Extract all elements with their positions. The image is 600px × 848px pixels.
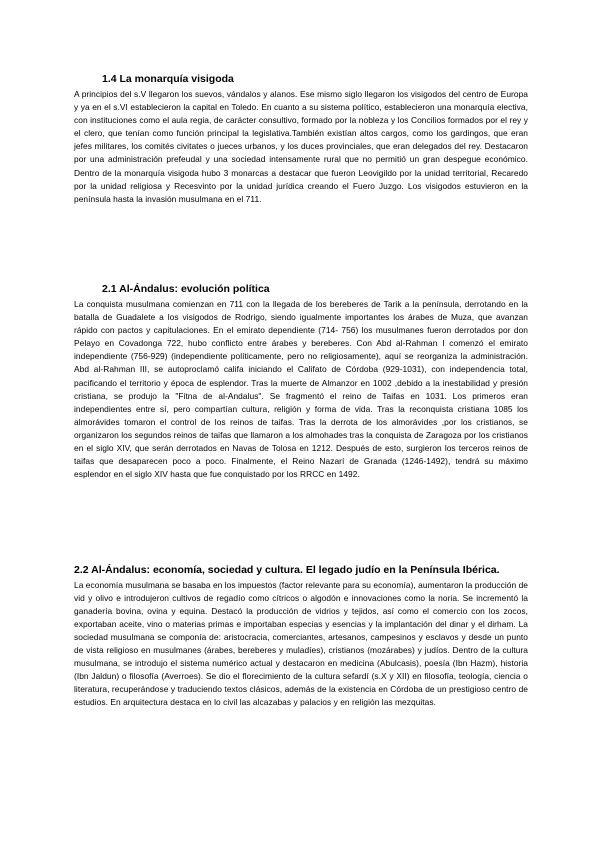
section-paragraph: La conquista musulmana comienzan en 711 con la llegada de los bereberes de Tarik a la península, derrotando en la batalla de Guadalete a los visigodos de Rodrigo, siendo igualmente importantes los árabes de Muza, que avanzan rápido con pactos y capitulaciones. En el emirato dependiente (714- 756) los musulmanes fueron derrotados por don Pelayo en Covadonga 722, hubo conflicto entre árabes y bereberes. Con Abd al-Rahman I comenzó el emirato independiente (756-929) (independiente políticamente, pero no religiosamente), aquí se reorganiza la administración. Abd al-Rahman III, se autoproclamó califa iniciando el Califato de Córdoba (929-1031), con independencia total, pacificando el territorio y época de esplendor. Tras la muerte de Almanzor en 1002 ,debido a la inestabilidad y presión cristiana, se produjo la "Fitna de al-Andalus". Se fragmentó el reino de Taifas en 1031. Los primeros eran independientes entre sí, pero compartían cultura, religión y forma de vida. Tras la reconquista cristiana 1085 los almorávides tomaron el control de los reinos de taifas. Tras la derrota de los almorávides ,por los cristianos, se organizaron los segundos reinos de taifas que llamaron a los almohades tras la conquista de Zaragoza por los cristianos en el siglo XIV, que serán derrotados en Navas de Tolosa en 1212. Después de esto, surgieron los terceros reinos de taifas que desaparecen poco a poco. Finalmente, el Reino Nazarí de Granada (1246-1492), tendrá su máximo esplendor en el siglo XIV hasta que fue conquistado por los RRCC en 1492. (74, 299, 528, 480)
section-paragraph: La economía musulmana se basaba en los impuestos (factor relevante para su economía), aumentaron la producción de vid y olivo e introdujeron cultivos de regadío como cítricos o algodón e innovaciones como la noria. Se incrementó la ganadería bovina, ovina y equina. Destacó la producción de vidrios y tejidos, así como el comercio con los zocos, exportaban aceite, vino o materias primas e importaban especias y esencias y la implantación del dinar y el dirham. La sociedad musulmana se componía de: aristocracia, comerciantes, artesanos, campesinos y esclavos y desde un punto de vista religioso en musulmanes (árabes, bereberes y muladíes), cristianos (mozárabes) y judíos. Dentro de la cultura musulmana, se introdujo el sistema numérico actual y destacaron en medicina (Abulcasis), poesía (Ibn Hazm), historia (Ibn Jaldun) o filosofía (Averroes). Se dio el florecimiento de la cultura sefardí (s.X y XII) en filosofía, teología, ciencia o literatura, recuperándose y traduciendo textos clásicos, además de la existencia en Córdoba de un prestigioso centro de estudios. En arquitectura destaca en lo civil las alcazabas y palacios y en religión las mezquitas. (74, 579, 528, 708)
section-heading: 2.1 Al-Ándalus: evolución política (102, 283, 270, 295)
section-heading: 2.2 Al-Ándalus: economía, sociedad y cultura. El legado judío en la Península Ibérica. (74, 564, 500, 576)
section-al-andalus-economia-sociedad-cultura (74, 563, 528, 709)
section-monarquia-visigoda (74, 72, 528, 206)
section-heading: 1.4 La monarquía visigoda (102, 73, 234, 85)
section-al-andalus-evolucion-politica (74, 282, 528, 481)
section-paragraph: A principios del s.V llegaron los suevos, vándalos y alanos. Ese mismo siglo llegaron los visigodos del centro de Europa y ya en el s.VI establecieron la capital en Toledo. En cuanto a su sistema político, establecieron una monarquía electiva, con instituciones como el aula regia, de carácter consultivo, formado por la nobleza y los Concilios formados por el rey y el clero, que tenían como función principal la legislativa.También existían altos cargos, como los gardingos, que eran jefes militares, los comités civitates o jueces urbanos, y los duces provinciales, que eran delegados del rey. Destacaron por una administración prefeudal y una sociedad intensamente rural que no permitió un gran despegue económico. Dentro de la monarquía visigoda hubo 3 monarcas a destacar que fueron Leovigildo por la unidad territorial, Recaredo por la unidad religiosa y Recesvinto por la unidad jurídica creando el Fuero Juzgo. Los visigodos estuvieron en la península hasta la invasión musulmana en el 711. (74, 89, 528, 204)
